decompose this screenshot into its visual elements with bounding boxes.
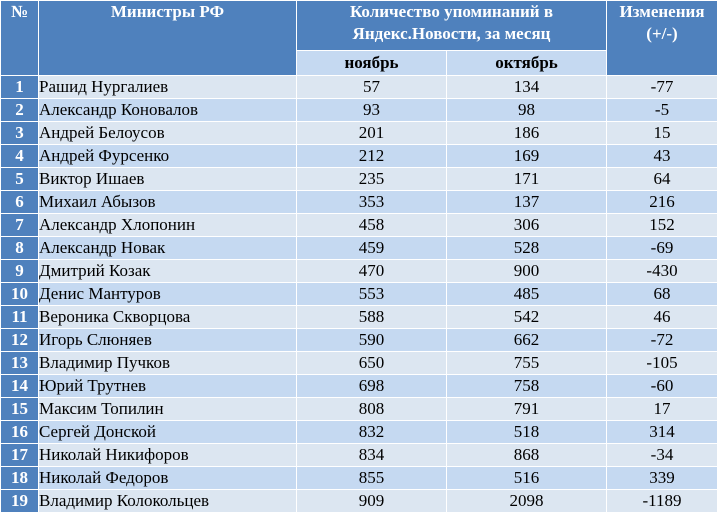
minister-name: Александр Новак [39, 237, 297, 260]
october-count: 306 [447, 214, 607, 237]
november-count: 698 [297, 375, 447, 398]
october-count: 755 [447, 352, 607, 375]
minister-name: Сергей Донской [39, 421, 297, 444]
table-row [1, 375, 717, 398]
november-count: 553 [297, 283, 447, 306]
october-count: 791 [447, 398, 607, 421]
october-count: 169 [447, 145, 607, 168]
november-count: 855 [297, 467, 447, 490]
change-value: -430 [607, 260, 717, 283]
table-row [1, 398, 717, 421]
header-november: ноябрь [297, 51, 447, 76]
change-value: 64 [607, 168, 717, 191]
row-number: 12 [1, 329, 39, 352]
november-count: 57 [297, 76, 447, 99]
october-count: 134 [447, 76, 607, 99]
november-count: 588 [297, 306, 447, 329]
header-number: № [1, 1, 39, 76]
october-count: 516 [447, 467, 607, 490]
change-value: 46 [607, 306, 717, 329]
row-number: 19 [1, 490, 39, 513]
row-number: 6 [1, 191, 39, 214]
change-value: 68 [607, 283, 717, 306]
header-change: Изменения (+/-) [607, 1, 717, 76]
change-value: 15 [607, 122, 717, 145]
october-count: 758 [447, 375, 607, 398]
october-count: 186 [447, 122, 607, 145]
november-count: 235 [297, 168, 447, 191]
table-row [1, 329, 717, 352]
change-value: 314 [607, 421, 717, 444]
change-value: 339 [607, 467, 717, 490]
table-row [1, 490, 717, 513]
table-row [1, 122, 717, 145]
change-value: -72 [607, 329, 717, 352]
change-value: -77 [607, 76, 717, 99]
row-number: 17 [1, 444, 39, 467]
row-number: 14 [1, 375, 39, 398]
november-count: 590 [297, 329, 447, 352]
row-number: 13 [1, 352, 39, 375]
october-count: 171 [447, 168, 607, 191]
change-value: -1189 [607, 490, 717, 513]
october-count: 528 [447, 237, 607, 260]
change-value: -69 [607, 237, 717, 260]
november-count: 212 [297, 145, 447, 168]
row-number: 1 [1, 76, 39, 99]
minister-name: Рашид Нургалиев [39, 76, 297, 99]
minister-name: Денис Мантуров [39, 283, 297, 306]
october-count: 542 [447, 306, 607, 329]
row-number: 10 [1, 283, 39, 306]
table-row [1, 76, 717, 99]
minister-name: Максим Топилин [39, 398, 297, 421]
november-count: 808 [297, 398, 447, 421]
change-value: 17 [607, 398, 717, 421]
october-count: 137 [447, 191, 607, 214]
row-number: 5 [1, 168, 39, 191]
header-october: октябрь [447, 51, 607, 76]
table-row [1, 99, 717, 122]
change-value: 216 [607, 191, 717, 214]
row-number: 3 [1, 122, 39, 145]
november-count: 650 [297, 352, 447, 375]
row-number: 15 [1, 398, 39, 421]
minister-name: Владимир Колокольцев [39, 490, 297, 513]
minister-name: Вероника Скворцова [39, 306, 297, 329]
row-number: 11 [1, 306, 39, 329]
minister-name: Александр Хлопонин [39, 214, 297, 237]
row-number: 7 [1, 214, 39, 237]
table-row [1, 467, 717, 490]
table-row [1, 421, 717, 444]
november-count: 470 [297, 260, 447, 283]
row-number: 16 [1, 421, 39, 444]
table-row [1, 145, 717, 168]
change-value: -5 [607, 99, 717, 122]
minister-name: Виктор Ишаев [39, 168, 297, 191]
november-count: 93 [297, 99, 447, 122]
minister-name: Николай Никифоров [39, 444, 297, 467]
november-count: 201 [297, 122, 447, 145]
october-count: 662 [447, 329, 607, 352]
change-value: -105 [607, 352, 717, 375]
november-count: 353 [297, 191, 447, 214]
november-count: 909 [297, 490, 447, 513]
table-row [1, 444, 717, 467]
table-row [1, 191, 717, 214]
change-value: 152 [607, 214, 717, 237]
row-number: 4 [1, 145, 39, 168]
row-number: 9 [1, 260, 39, 283]
table-row [1, 237, 717, 260]
minister-name: Дмитрий Козак [39, 260, 297, 283]
minister-name: Александр Коновалов [39, 99, 297, 122]
october-count: 2098 [447, 490, 607, 513]
table-row [1, 214, 717, 237]
header-mentions: Количество упоминаний в Яндекс.Новости, за месяц [297, 1, 607, 51]
minister-name: Андрей Фурсенко [39, 145, 297, 168]
minister-name: Игорь Слюняев [39, 329, 297, 352]
row-number: 8 [1, 237, 39, 260]
october-count: 900 [447, 260, 607, 283]
october-count: 868 [447, 444, 607, 467]
row-number: 2 [1, 99, 39, 122]
minister-name: Владимир Пучков [39, 352, 297, 375]
november-count: 459 [297, 237, 447, 260]
header-minister: Министры РФ [39, 1, 297, 76]
november-count: 834 [297, 444, 447, 467]
table-row [1, 306, 717, 329]
row-number: 18 [1, 467, 39, 490]
change-value: -60 [607, 375, 717, 398]
october-count: 98 [447, 99, 607, 122]
table-row [1, 260, 717, 283]
minister-name: Николай Федоров [39, 467, 297, 490]
table-row [1, 283, 717, 306]
minister-name: Михаил Абызов [39, 191, 297, 214]
table-row [1, 352, 717, 375]
change-value: -34 [607, 444, 717, 467]
minister-name: Юрий Трутнев [39, 375, 297, 398]
minister-name: Андрей Белоусов [39, 122, 297, 145]
table-row [1, 168, 717, 191]
november-count: 458 [297, 214, 447, 237]
october-count: 485 [447, 283, 607, 306]
change-value: 43 [607, 145, 717, 168]
november-count: 832 [297, 421, 447, 444]
october-count: 518 [447, 421, 607, 444]
